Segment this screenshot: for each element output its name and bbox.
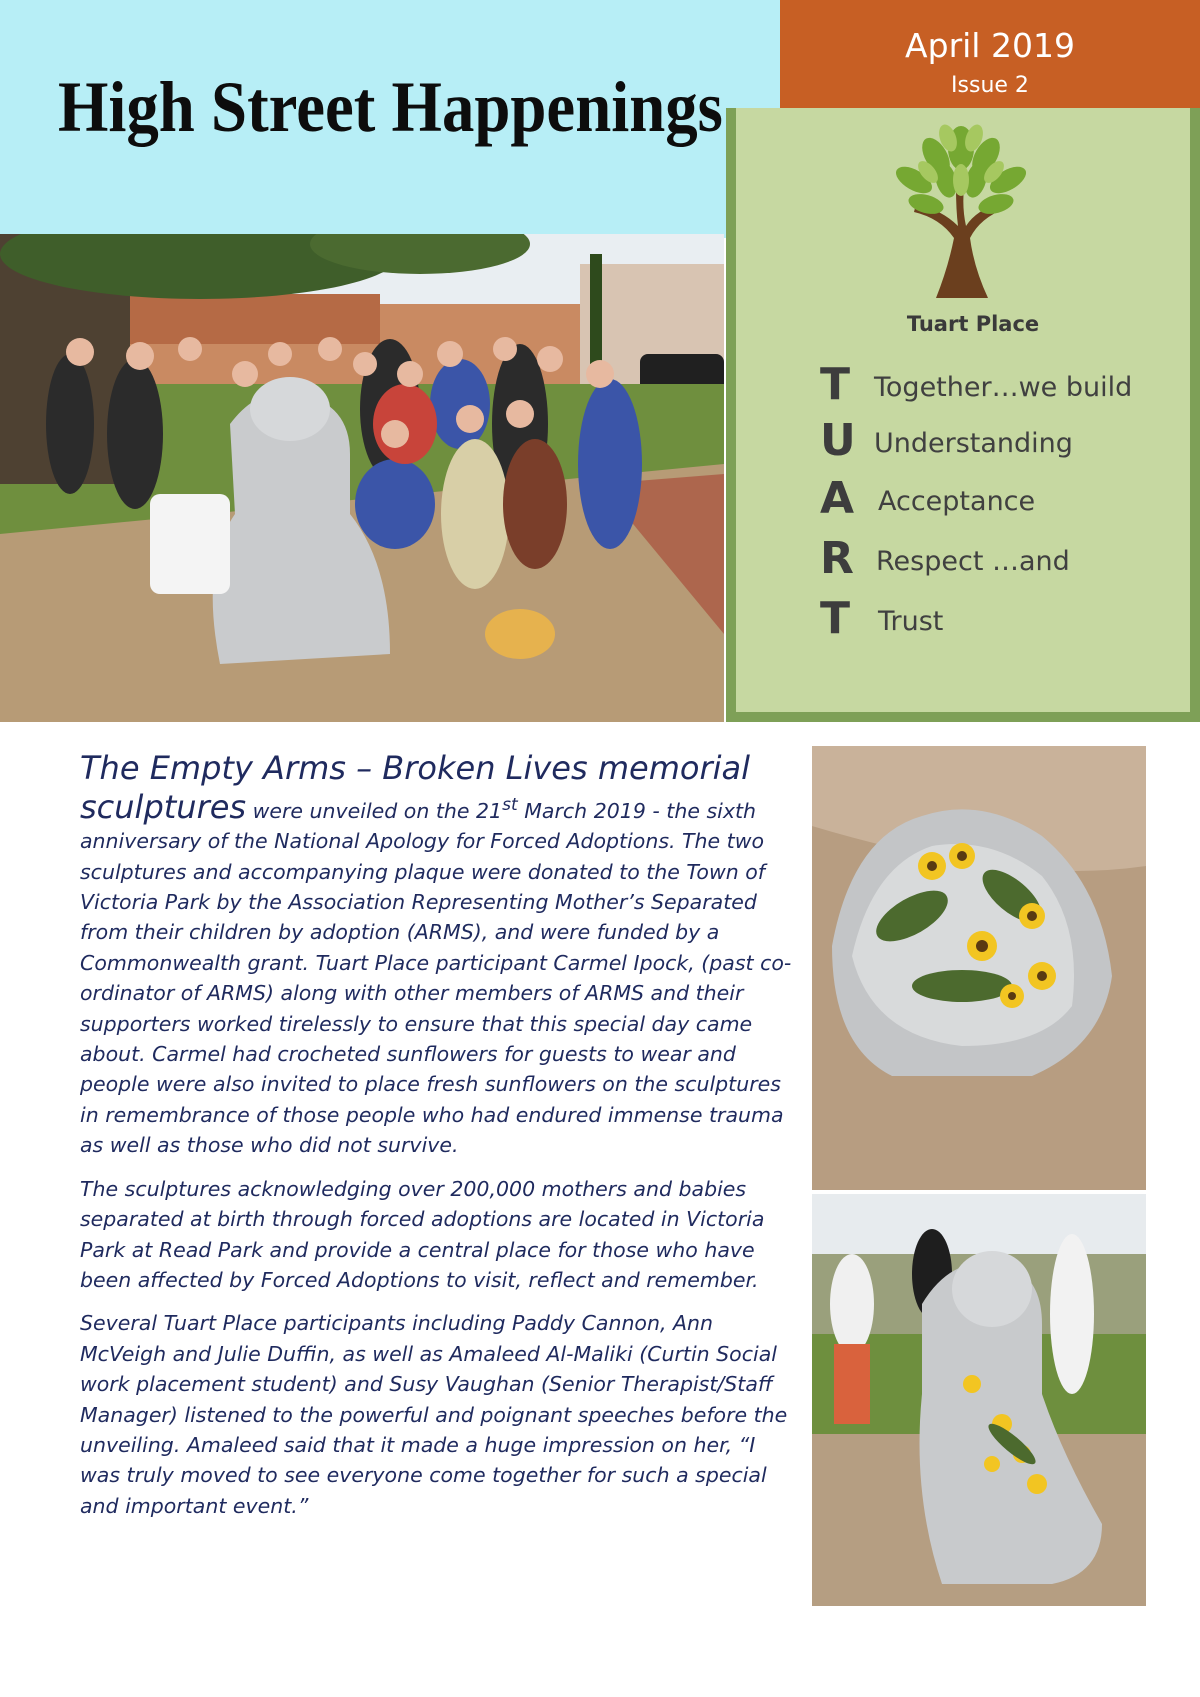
ordinal-suffix: st [502, 795, 518, 815]
sculpture-sunflowers-photo [812, 746, 1146, 1190]
article-paragraph-text: March 2019 - the sixth anniversary of the National Apology for Forced Adoptions. The two sculptures and accompanying plaque were donated to the Town of Victoria Park by the Association Representing Mother’s Separated from their children by adoption (ARMS), and were funded by a Commonwealth grant. Tuart Place participant Carmel Ipock, (past co-ordinator of ARMS) along with other members of ARMS and their supporters worked tirelessly to ensure that this special day came about. Carmel had crocheted sunflowers for guests to wear and people were also invited to place fresh sunflowers on the sculptures in remembrance of those people who had endured immense trauma as well as those who did not survive. [80, 798, 792, 1158]
acrostic-word: Understanding [874, 428, 1073, 459]
group-photo [0, 234, 724, 722]
sculpture-unveiling-photo [812, 1194, 1146, 1606]
acrostic-letter: T [820, 359, 851, 410]
article-paragraph: The sculptures acknowledging over 200,000 mothers and babies separated at birth through forced adoptions are located in Victoria Park at Read Park and provide a central place for those who have been affected by Forced Adoptions to visit, reflect and remember. [80, 1176, 765, 1292]
acrostic-letter: U [820, 415, 856, 466]
issue-date: April 2019 [905, 26, 1075, 65]
acrostic-word: Together…we build [874, 372, 1133, 403]
acrostic-letter: A [820, 473, 855, 524]
article-headline: The Empty Arms – Broken Lives memorial [80, 749, 750, 787]
article-paragraph [80, 787, 796, 1161]
article-paragraph-text: were unveiled on the 21 [246, 798, 503, 823]
article-paragraph: Several Tuart Place participants including Paddy Cannon, Ann McVeigh and Julie Duffin, as well as Amaleed Al-Maliki (Curtin Social work placement student) and Susy Vaughan (Senior Therapist/Staff Manager) listened to the powerful and poignant speeches before the unveiling. Amaleed said that it made a huge impression on her, “I was truly moved to see everyone come together for such a special and important event.” [80, 1311, 788, 1518]
newsletter-title: High Street Happenings [58, 67, 723, 147]
acrostic-word: Acceptance [878, 486, 1036, 517]
article-lead-word: sculptures [80, 787, 247, 826]
tuart-panel-inner [736, 108, 1190, 712]
acrostic-word: Trust [878, 606, 944, 637]
acrostic-word: Respect …and [876, 546, 1070, 577]
issue-number: Issue 2 [951, 73, 1029, 98]
tuart-panel [726, 108, 1200, 722]
issue-banner [780, 0, 1200, 108]
acrostic-letter: R [820, 533, 854, 584]
org-name: Tuart Place [906, 312, 1040, 336]
tree-logo-icon [876, 118, 1046, 318]
masthead [0, 0, 780, 238]
article [80, 746, 796, 1534]
acrostic-letter: T [820, 593, 851, 644]
